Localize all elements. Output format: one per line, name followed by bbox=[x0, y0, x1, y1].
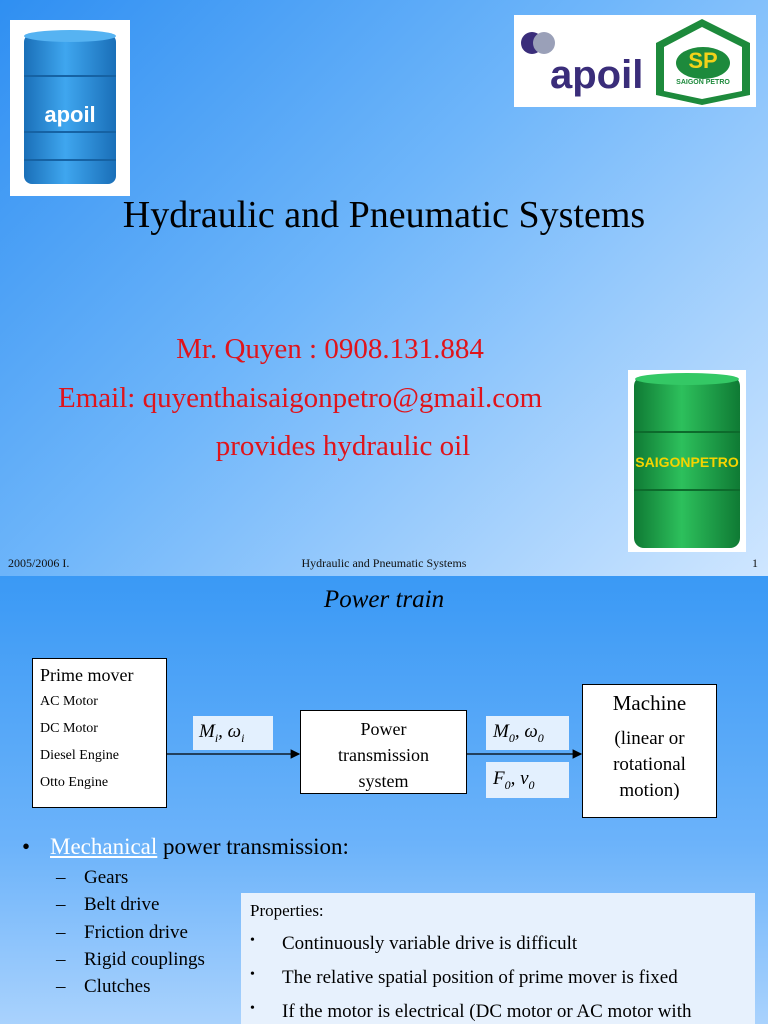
list-item-label: Rigid couplings bbox=[84, 949, 205, 970]
bullet-text: power transmission: bbox=[157, 834, 349, 859]
footer-title: Hydraulic and Pneumatic Systems bbox=[301, 556, 467, 570]
property-text: The relative spatial position of prime mover is fixed bbox=[282, 967, 678, 988]
prime-mover-item: DC Motor bbox=[40, 721, 98, 736]
output-force-velocity-label: $F_0$, $v_0$ bbox=[486, 762, 569, 798]
machine-box bbox=[582, 684, 717, 818]
list-item bbox=[56, 976, 151, 998]
property-item bbox=[250, 967, 755, 989]
list-item-label: Belt drive bbox=[84, 894, 160, 915]
transmission-line: transmission bbox=[337, 745, 429, 765]
apoil-logo-text: apoil bbox=[550, 53, 644, 97]
blue-barrel-image bbox=[10, 20, 130, 196]
dash-icon: – bbox=[56, 867, 66, 888]
dash-icon: – bbox=[56, 949, 66, 970]
list-item bbox=[56, 922, 188, 944]
mechanical-link[interactable]: Mechanical bbox=[50, 834, 158, 859]
footer-page-number: 1 bbox=[752, 556, 758, 570]
list-item-label: Friction drive bbox=[84, 922, 188, 943]
properties-title: Properties: bbox=[250, 901, 324, 920]
transmission-line: system bbox=[358, 771, 409, 791]
power-train-slide bbox=[0, 576, 768, 1024]
bullet-dot-icon: • bbox=[250, 933, 255, 948]
prime-mover-item: Diesel Engine bbox=[40, 748, 119, 763]
bullet-dot-icon: • bbox=[22, 834, 31, 859]
transmission-line: Power bbox=[360, 719, 407, 739]
prime-mover-item: Otto Engine bbox=[40, 775, 109, 790]
power-transmission-box bbox=[300, 710, 467, 794]
green-barrel-image bbox=[628, 370, 746, 552]
slide-title: Power train bbox=[323, 586, 445, 613]
machine-line: (linear or bbox=[614, 728, 685, 749]
sp-logo-text: SP bbox=[688, 48, 718, 73]
properties-box bbox=[241, 893, 755, 1024]
machine-line: motion) bbox=[619, 780, 680, 801]
green-barrel-label: SAIGONPETRO bbox=[635, 454, 739, 470]
machine-line: rotational bbox=[613, 754, 686, 775]
contact-name: Mr. Quyen : 0908.131.884 bbox=[176, 333, 484, 365]
bullet-dot-icon: • bbox=[250, 1001, 255, 1016]
property-text: Continuously variable drive is difficult bbox=[282, 933, 578, 954]
prime-mover-item: AC Motor bbox=[40, 694, 98, 709]
tagline: provides hydraulic oil bbox=[215, 430, 471, 462]
footer-date: 2005/2006 I. bbox=[8, 556, 70, 570]
dash-icon: – bbox=[56, 922, 66, 943]
property-item bbox=[250, 1001, 755, 1023]
sp-logo-subtext: SAIGON PETRO bbox=[676, 79, 730, 86]
machine-title: Machine bbox=[612, 691, 687, 715]
slide-title: Hydraulic and Pneumatic Systems bbox=[122, 194, 646, 236]
list-item bbox=[56, 867, 128, 889]
prime-mover-title: Prime mover bbox=[40, 665, 134, 685]
input-torque-speed-label: $M_i$, $\omega_i$ bbox=[193, 716, 273, 750]
list-item bbox=[56, 894, 159, 916]
bullet-dot-icon: • bbox=[250, 967, 255, 982]
company-logos bbox=[514, 15, 756, 107]
property-text: If the motor is electrical (DC motor or AC motor with bbox=[282, 1001, 692, 1022]
output-torque-speed-label: $M_0$, $\omega_0$ bbox=[486, 716, 569, 750]
property-item bbox=[250, 933, 755, 955]
dash-icon: – bbox=[56, 976, 66, 997]
barrel-label: apoil bbox=[44, 102, 96, 127]
list-item bbox=[56, 949, 205, 971]
dash-icon: – bbox=[56, 894, 66, 915]
list-item-label: Clutches bbox=[84, 976, 151, 997]
bullet-mechanical bbox=[22, 834, 349, 860]
contact-email: Email: quyenthaisaigonpetro@gmail.com bbox=[58, 382, 543, 414]
list-item-label: Gears bbox=[84, 867, 129, 888]
